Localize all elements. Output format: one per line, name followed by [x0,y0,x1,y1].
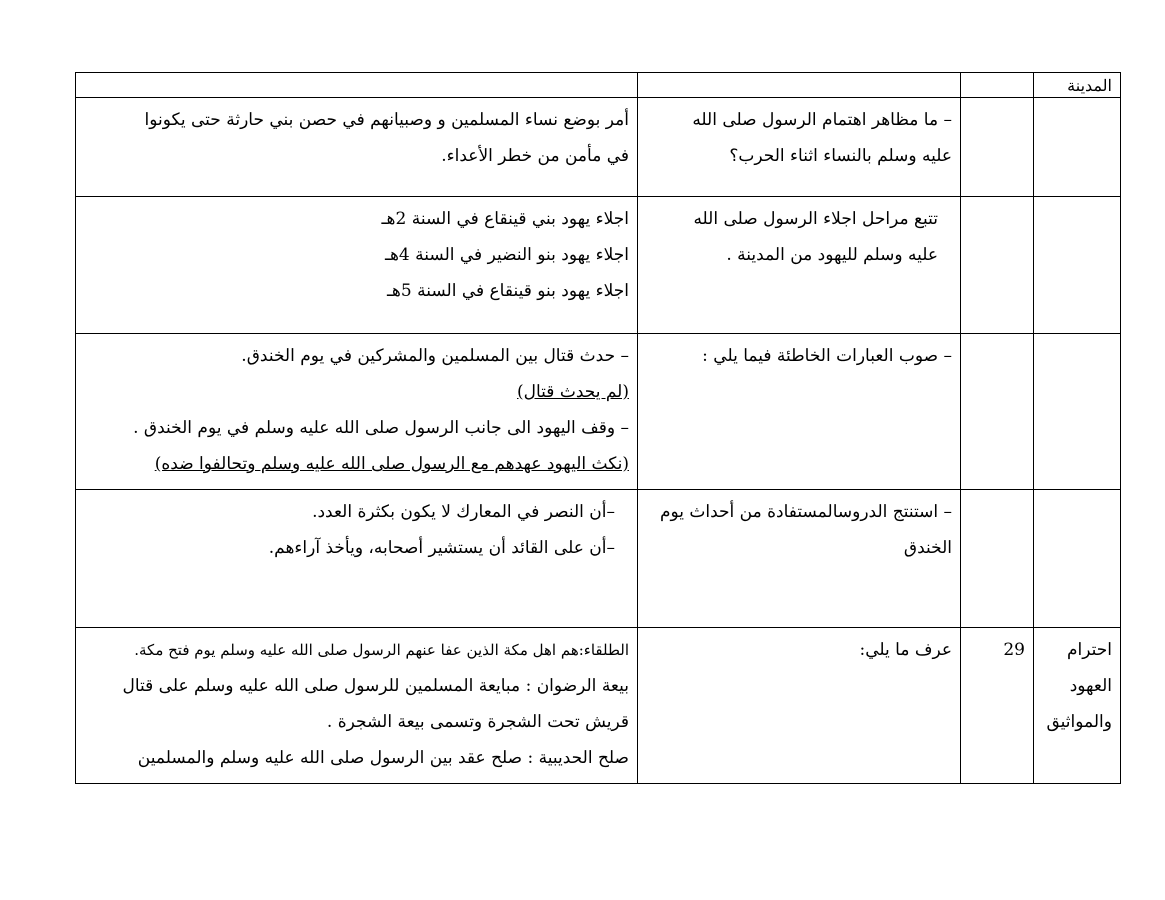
correction-text: (نكث اليهود عهدهم مع الرسول صلى الله عليه وسلم وتحالفوا ضده) [154,454,629,474]
question-line: – صوب العبارات الخاطئة فيما يلي : [702,346,952,366]
answer-line: اجلاء يهود بني قينقاع في السنة 2هـ [381,209,629,229]
answer-cell [76,98,638,197]
table-row [76,197,1121,334]
topic-cell [1034,73,1121,98]
number-cell [961,98,1034,197]
topic-cell [1034,334,1121,490]
topic-cell [1034,628,1121,784]
table-row [76,490,1121,628]
answer-line: أمر بوضع نساء المسلمين و وصبيانهم في حصن بني حارثة حتى يكونوا [144,110,629,130]
answer-line: اجلاء يهود بنو قينقاع في السنة 5هـ [386,281,629,301]
question-line: عليه وسلم بالنساء اثناء الحرب؟ [729,146,952,166]
answer-line: في مأمن من خطر الأعداء. [441,146,629,166]
answer-line: – حدث قتال بين المسلمين والمشركين في يوم الخندق. [241,346,629,366]
answer-line: قريش تحت الشجرة وتسمى بيعة الشجرة . [326,712,629,732]
answer-line: بيعة الرضوان : مبايعة المسلمين للرسول صلى الله عليه وسلم على قتال [122,676,629,696]
answer-cell [76,490,638,628]
number-cell [961,490,1034,628]
topic-cell [1034,197,1121,334]
answer-line: – وقف اليهود الى جانب الرسول صلى الله عليه وسلم في يوم الخندق . [133,418,629,438]
question-line: – ما مظاهر اهتمام الرسول صلى الله [692,110,952,130]
topic-text: المدينة [1067,76,1112,95]
answer-cell [76,197,638,334]
answer-line: الطلقاء:هم اهل مكة الذين عفا عنهم الرسول صلى الله عليه وسلم يوم فتح مكة. [134,641,629,659]
question-cell [638,98,961,197]
question-cell [638,490,961,628]
table-row [76,73,1121,98]
lesson-number: 29 [1003,640,1025,660]
topic-text: احترام [1067,640,1112,660]
answer-line: –أن النصر في المعارك لا يكون بكثرة العدد. [312,502,615,522]
topic-cell [1034,98,1121,197]
answer-cell [76,628,638,784]
question-cell [638,73,961,98]
answer-cell [76,73,638,98]
answer-cell [76,334,638,490]
topic-text: والمواثيق [1046,712,1112,732]
answer-line: اجلاء يهود بنو النضير في السنة 4هـ [384,245,629,265]
question-cell [638,197,961,334]
question-cell [638,628,961,784]
number-cell [961,73,1034,98]
number-cell [961,334,1034,490]
question-line: الخندق [903,538,952,558]
question-line: عرف ما يلي: [859,640,952,660]
topic-text: العهود [1069,676,1112,696]
topic-cell [1034,490,1121,628]
answer-line: صلح الحديبية : صلح عقد بين الرسول صلى الله عليه وسلم والمسلمين [137,748,629,768]
answer-line: –أن على القائد أن يستشير أصحابه، ويأخذ آراءهم. [268,538,615,558]
table-row [76,334,1121,490]
question-cell [638,334,961,490]
question-line: – استنتج الدروسالمستفادة من أحداث يوم [659,502,952,522]
number-cell [961,197,1034,334]
number-cell [961,628,1034,784]
correction-text: (لم يحدث قتال) [517,382,629,402]
question-line: عليه وسلم لليهود من المدينة . [726,245,938,265]
question-line: تتبع مراحل اجلاء الرسول صلى الله [693,209,938,229]
lesson-table [75,72,1121,784]
table-row [76,628,1121,784]
table-row [76,98,1121,197]
